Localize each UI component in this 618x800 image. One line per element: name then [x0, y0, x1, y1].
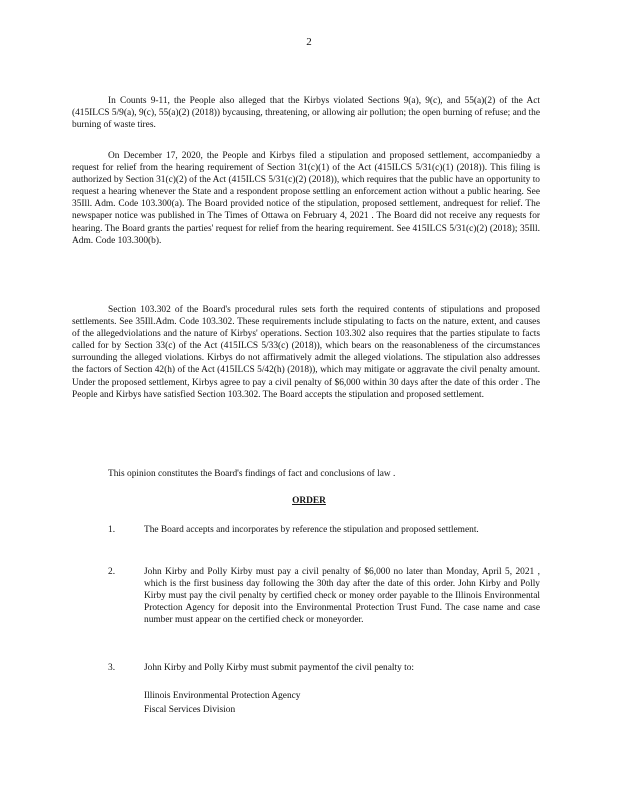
paragraph-stipulation-filing: On December 17, 2020, the People and Kirbys filed a stipulation and proposed settlement, accompaniedby a request for relief from the hearing requirement of Section 31(c)(1) of the Act (415ILCS 5/31(c)(1) (2018)). This filing is authorized by Section 31(c)(2) of the Act (415ILCS 5/31(c)(2) (2018)), which requires that the public have an opportunity to request a hearing whenever the State and a respondent propose settling an enforcement action without a public hearing. See 35Ill. Adm. Code 103.300(a). The Board provided notice of the stipulation, proposed settlement, andrequest for relief. The newspaper notice was published in The Times of Ottawa on February 4, 2021 . The Board did not receive any requests for hearing. The Board grants the parties' request for relief from the hearing requirement. See 415ILCS 5/31(c)(2) (2018); 35Ill. Adm. Code 103.300(b).: [72, 151, 540, 246]
order-item-text: John Kirby and Polly Kirby must pay a civil penalty of $6,000 no later than Monday, April 5, 2021 , which is the first business day following the 30th day after the date of this order. John Kirby and Polly Kirby must pay the civil penalty by certified check or money order payable to the Illinois Environmental Protection Agency for deposit into the Environmental Protection Trust Fund. The case name and case number must appear on the certified check or moneyorder.: [144, 567, 540, 626]
order-item-text: John Kirby and Polly Kirby must submit paymentof the civil penalty to:: [144, 663, 415, 673]
paragraph-findings: This opinion constitutes the Board's findings of fact and conclusions of law .: [108, 469, 396, 479]
order-item-number: 1.: [108, 525, 116, 535]
order-heading: ORDER: [292, 496, 326, 506]
page-number: 2: [306, 36, 312, 48]
paragraph-counts-9-11: In Counts 9-11, the People also alleged that the Kirbys violated Sections 9(a), 9(c), and 55(a)(2) of the Act (415ILCS 5/9(a), 9(c), 55(a)(2) (2018)) bycausing, threatening, or allowing air pollution; the open burning of refuse; and the burning of waste tires.: [72, 96, 540, 131]
order-item-text: The Board accepts and incorporates by reference the stipulation and proposed settlement.: [144, 525, 479, 535]
address-line-2: Fiscal Services Division: [144, 705, 236, 715]
order-item-number: 2.: [108, 567, 116, 577]
paragraph-section-103-302: Section 103.302 of the Board's procedural rules sets forth the required contents of stipulations and proposed settlements. See 35Ill.Adm. Code 103.302. These requirements include stipulating to facts on the nature, extent, and causes of the allegedviolations and the nature of Kirbys' operations. Section 103.302 also requires that the parties stipulate to facts called for by Section 33(c) of the Act (415ILCS 5/33(c) (2018)), which bears on the reasonableness of the circumstances surrounding the alleged violations. Kirbys do not affirmatively admit the alleged violations. The stipulation also addresses the factors of Section 42(h) of the Act (415ILCS 5/42(h) (2018)), which may mitigate or aggravate the civil penalty amount. Under the proposed settlement, Kirbys agree to pay a civil penalty of $6,000 within 30 days after the date of this order . The People and Kirbys have satisfied Section 103.302. The Board accepts the stipulation and proposed settlement.: [72, 305, 540, 400]
address-line-1: Illinois Environmental Protection Agency: [144, 691, 301, 701]
order-item-number: 3.: [108, 663, 116, 673]
